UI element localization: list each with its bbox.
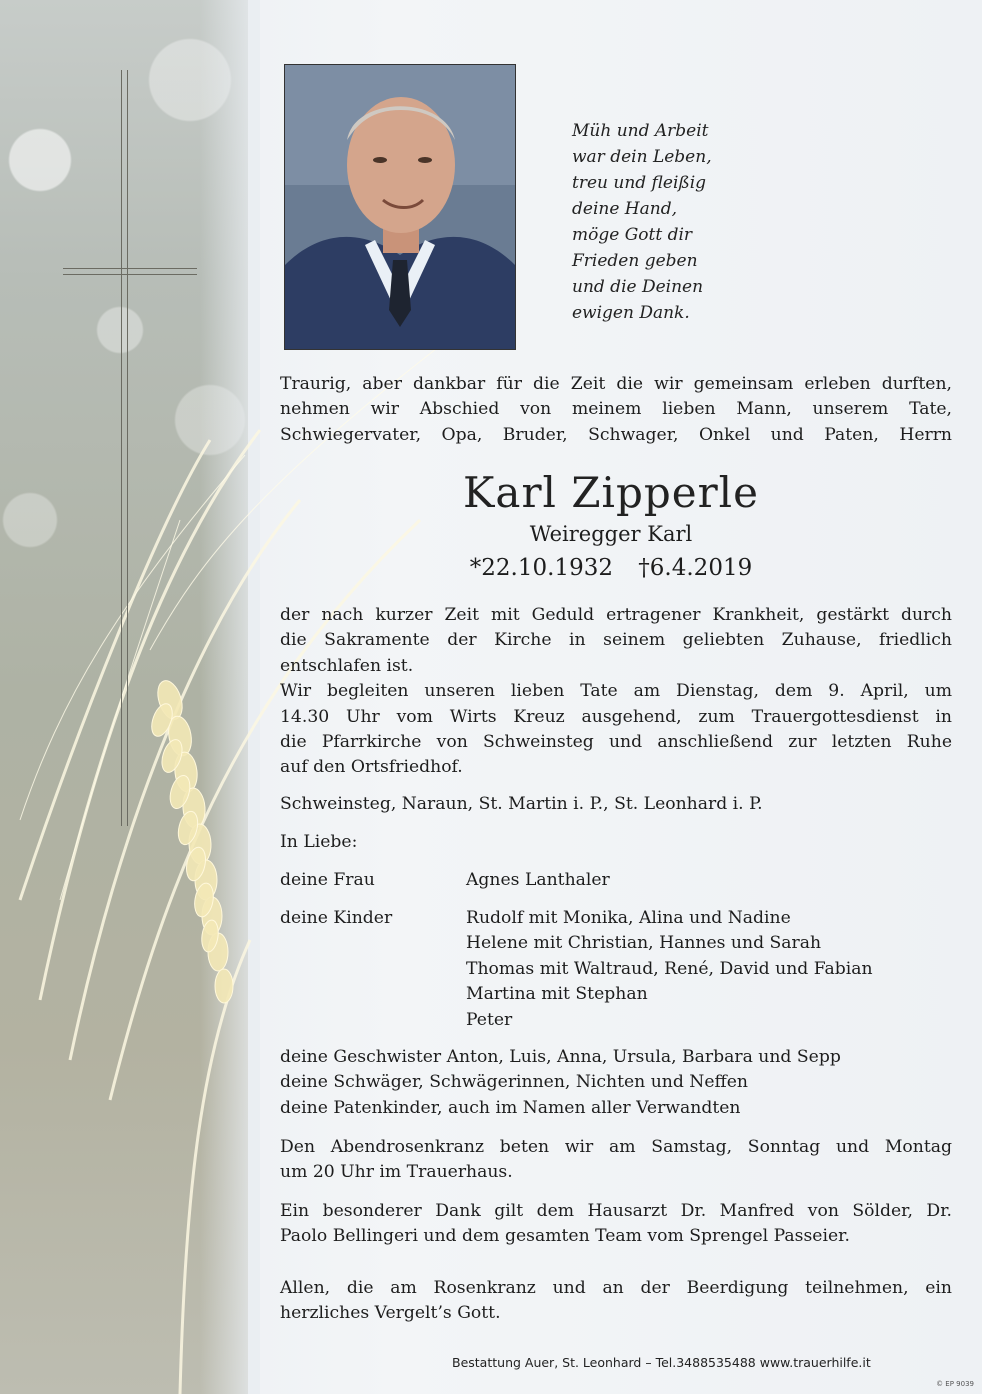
list-item: Peter [466, 1009, 513, 1030]
deceased-alias: Weiregger Karl [529, 522, 693, 546]
deceased-name: Karl Zipperle [463, 468, 759, 517]
cross-symbol-vertical [121, 70, 128, 826]
cross-symbol-horizontal [63, 268, 197, 275]
intro-text: Traurig, aber dankbar für die Zeit die wir gemeinsam erleben durften, nehmen wir Abschied von meinem lieben Mann, unserem Tate, Schwiegervater, Opa, Bruder, Schwager, Onkel und Paten, Herrn [280, 374, 952, 445]
children-label: deine Kinder [280, 908, 393, 928]
list-item: Helene mit Christian, Hannes und Sarah [466, 933, 822, 954]
list-item: Rudolf mit Monika, Alina und Nadine [466, 908, 791, 928]
funeral-home-footer: Bestattung Auer, St. Leonhard – Tel.3488535488 www.trauerhilfe.it [452, 1355, 871, 1370]
life-dates [120, 555, 982, 581]
wife-name: Agnes Lanthaler [466, 870, 610, 890]
wife-label: deine Frau [280, 870, 375, 890]
list-item: Martina mit Stephan [466, 984, 648, 1005]
announcement-text: der nach kurzer Zeit mit Geduld ertragener Krankheit, gestärkt durch die Sakramente der Kirche in seinem geliebten Zuhause, friedlich entschlafen ist. Wir begleiten unseren lieben Tate am Dienstag, dem 9. April, um 14.30 Uhr vom Wirts Kreuz ausgehend, zum Trauergottesdienst in die Pfarrkirche von Schweinsteg und anschließend zur letzten Ruhe auf den Ortsfriedhof. [280, 605, 952, 778]
print-code: © EP 9039 [936, 1380, 974, 1388]
death-date: †6.4.2019 [638, 555, 753, 581]
birth-date: *22.10.1932 [469, 555, 613, 581]
relatives-list: deine Geschwister Anton, Luis, Anna, Ursula, Barbara und Sepp deine Schwäger, Schwägerinnen, Nichten und Neffen deine Patenkinder, auch im Namen aller Verwandten [280, 1047, 841, 1118]
portrait-photo [284, 64, 516, 350]
memorial-verse: Müh und Arbeit war dein Leben, treu und fleißig deine Hand, möge Gott dir Frieden geben und die Deinen ewigen Dank. [572, 121, 712, 323]
in-liebe-heading: In Liebe: [280, 832, 358, 852]
closing-text: Allen, die am Rosenkranz und an der Beerdigung teilnehmen, ein herzliches Vergelt’s Gott. [280, 1278, 952, 1324]
rosary-text: Den Abendrosenkranz beten wir am Samstag, Sonntag und Montag um 20 Uhr im Trauerhaus. [280, 1137, 952, 1183]
children-list [466, 906, 873, 1033]
thanks-text: Ein besonderer Dank gilt dem Hausarzt Dr. Manfred von Sölder, Dr. Paolo Bellingeri und dem gesamten Team vom Sprengel Passeier. [280, 1201, 952, 1247]
places: Schweinsteg, Naraun, St. Martin i. P., St. Leonhard i. P. [280, 794, 763, 814]
list-item: Thomas mit Waltraud, René, David und Fabian [466, 958, 873, 979]
